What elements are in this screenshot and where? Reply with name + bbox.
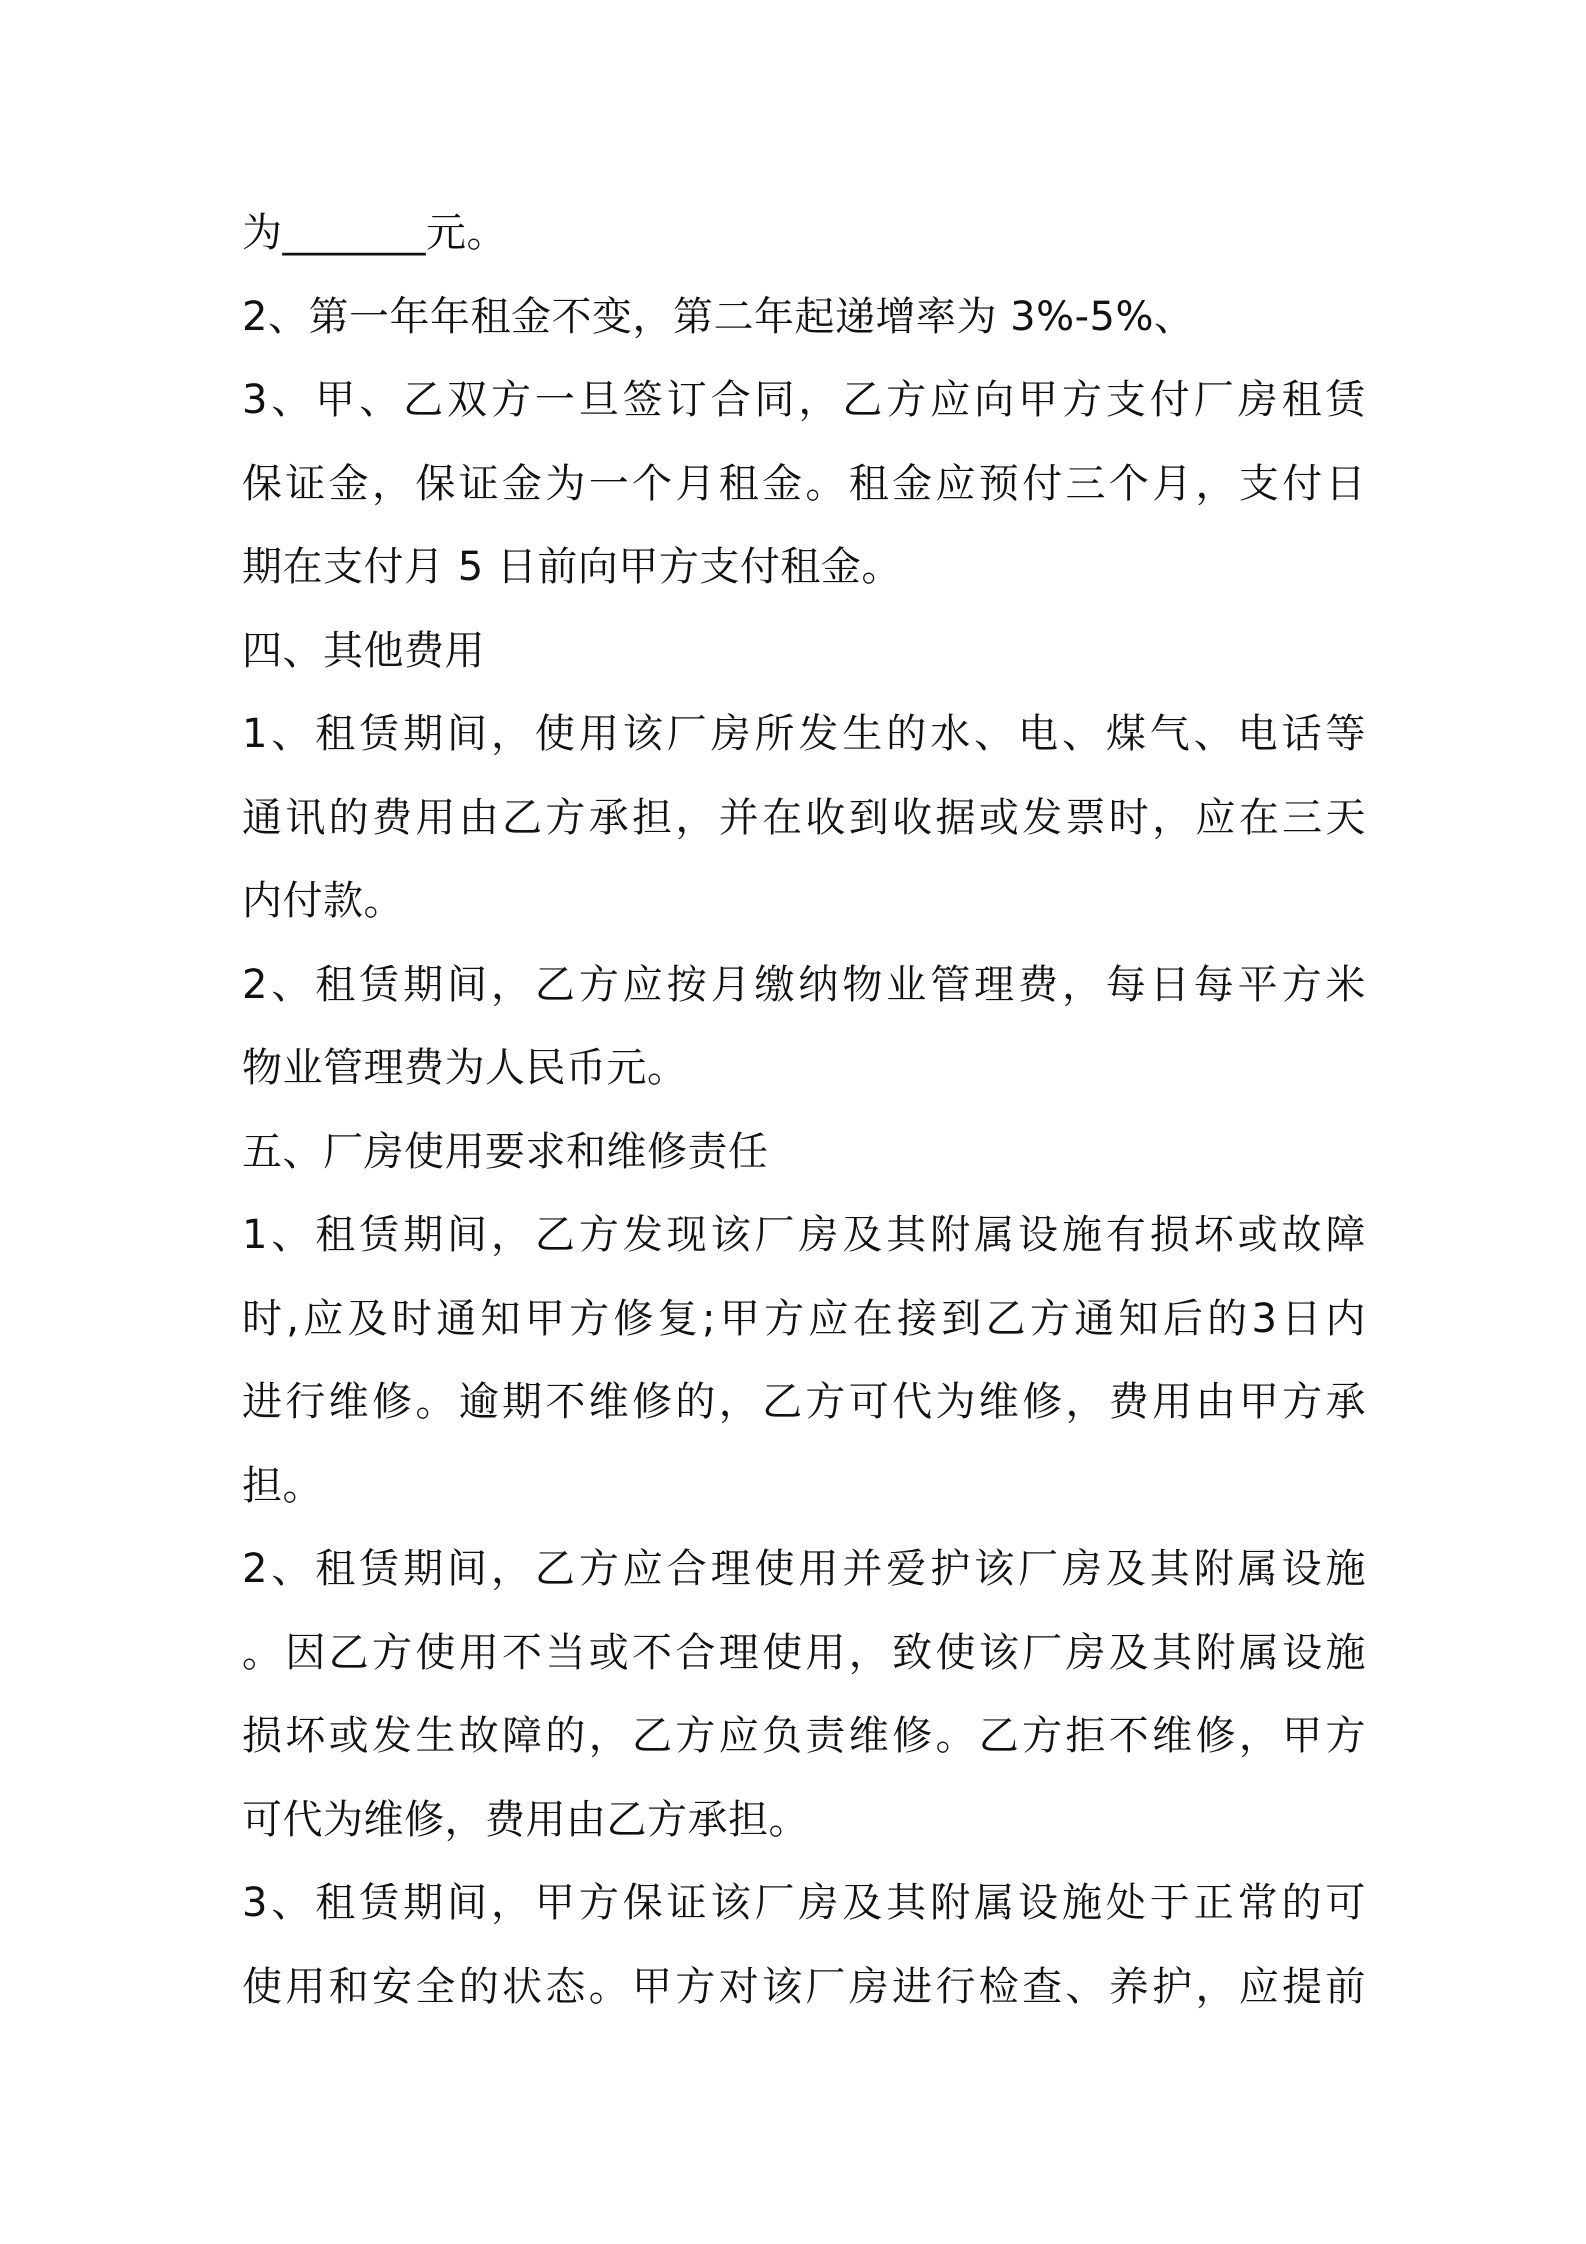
text-line: 使用和安全的状态。甲方对该厂房进行检查、养护，应提前 bbox=[242, 1963, 1366, 2010]
text-line: 担。 bbox=[242, 1462, 323, 1509]
section-heading: 五、厂房使用要求和维修责任 bbox=[242, 1128, 769, 1175]
text-line: 保证金，保证金为一个月租金。租金应预付三个月，支付日 bbox=[242, 460, 1366, 507]
text-line: 为_______元。 bbox=[242, 210, 507, 256]
text-line: 1、租赁期间，乙方发现该厂房及其附属设施有损坏或故障 bbox=[242, 1212, 1366, 1258]
section-heading: 四、其他费用 bbox=[242, 627, 485, 674]
text-line: 2、租赁期间，乙方应按月缴纳物业管理费，每日每平方米 bbox=[242, 961, 1366, 1008]
text-line: 时,应及时通知甲方修复;甲方应在接到乙方通知后的3日内 bbox=[242, 1295, 1366, 1342]
text-line: 进行维修。逾期不维修的，乙方可代为维修，费用由甲方承 bbox=[242, 1379, 1366, 1425]
text-line: 期在支付月 5 日前向甲方支付租金。 bbox=[242, 544, 902, 590]
text-line: 3、甲、乙双方一旦签订合同，乙方应向甲方支付厂房租赁 bbox=[242, 377, 1366, 423]
text-line: 1、租赁期间，使用该厂房所发生的水、电、煤气、电话等 bbox=[242, 711, 1366, 757]
text-line: 损坏或发生故障的，乙方应负责维修。乙方拒不维修，甲方 bbox=[242, 1713, 1366, 1759]
document-body bbox=[242, 192, 1366, 2029]
text-line: 物业管理费为人民币元。 bbox=[242, 1045, 688, 1091]
text-line: 。因乙方使用不当或不合理使用，致使该厂房及其附属设施 bbox=[242, 1629, 1366, 1676]
text-line: 通讯的费用由乙方承担，并在收到收据或发票时，应在三天 bbox=[242, 794, 1366, 841]
text-line: 可代为维修，费用由乙方承担。 bbox=[242, 1796, 809, 1843]
text-line: 2、第一年年租金不变，第二年起递增率为 3%-5%、 bbox=[242, 293, 1195, 340]
text-line: 2、租赁期间，乙方应合理使用并爱护该厂房及其附属设施 bbox=[242, 1546, 1366, 1592]
text-line: 3、租赁期间，甲方保证该厂房及其附属设施处于正常的可 bbox=[242, 1880, 1366, 1926]
text-line: 内付款。 bbox=[242, 878, 404, 924]
